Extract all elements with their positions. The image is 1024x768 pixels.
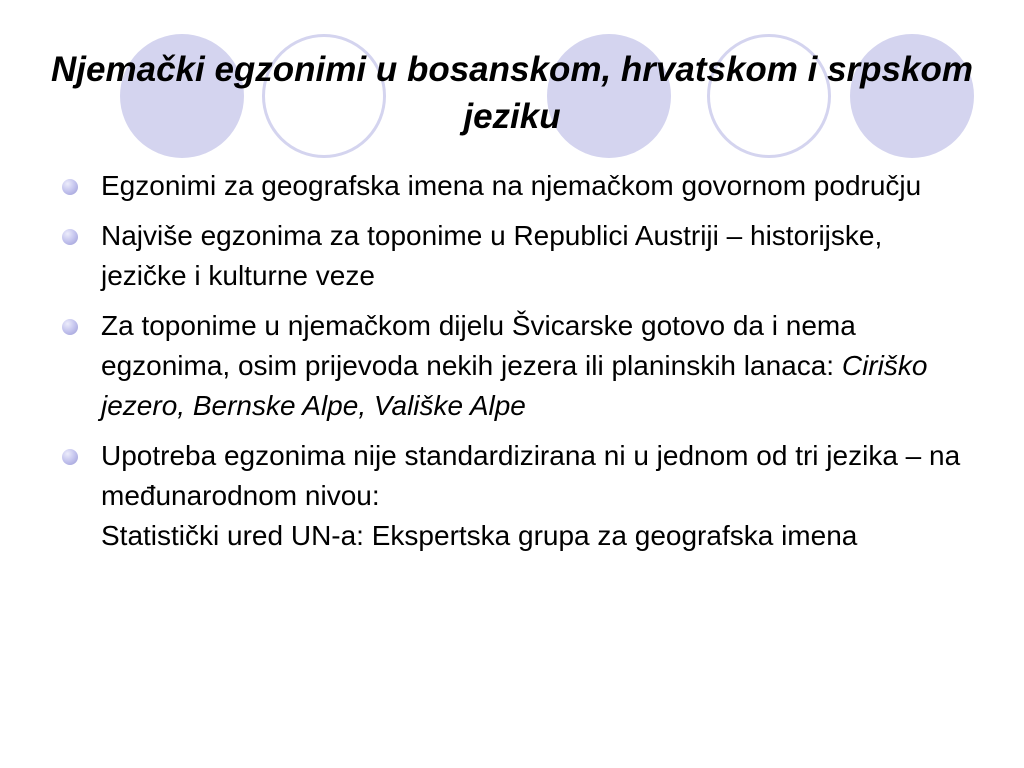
- bullet-item: [62, 436, 972, 556]
- bullet-text: Najviše egzonima za toponime u Republici Austriji – historijske, jezičke i kulturne veze: [101, 220, 883, 291]
- bullet-item: [62, 306, 972, 426]
- bullet-sphere-icon: [62, 229, 78, 245]
- bullet-item: [62, 216, 972, 296]
- bullet-text: Egzonimi za geografska imena na njemačkom govornom području: [101, 170, 922, 201]
- bullet-text-plain: Za toponime u njemačkom dijelu Švicarske gotovo da i nema egzonima, osim prijevoda nekih jezera ili planinskih lanaca:: [101, 310, 856, 381]
- slide-title: Njemački egzonimi u bosanskom, hrvatskom i srpskom jeziku: [51, 50, 973, 136]
- bullet-sphere-icon: [62, 179, 78, 195]
- bullet-list: [62, 166, 972, 566]
- bullet-sphere-icon: [62, 319, 78, 335]
- bullet-text-plain: Upotreba egzonima nije standardizirana ni u jednom od tri jezika – na međunarodnom nivou:: [101, 440, 961, 511]
- bullet-text: [101, 310, 927, 421]
- bullet-item: [62, 166, 972, 206]
- bullet-text: [101, 440, 960, 551]
- bullet-text-italic: Ciriško jezero, Bernske Alpe, Vališke Alpe: [101, 350, 928, 421]
- bullet-sphere-icon: [62, 449, 78, 465]
- bullet-text-continuation: Statistički ured UN-a: Ekspertska grupa za geografska imena: [101, 520, 858, 551]
